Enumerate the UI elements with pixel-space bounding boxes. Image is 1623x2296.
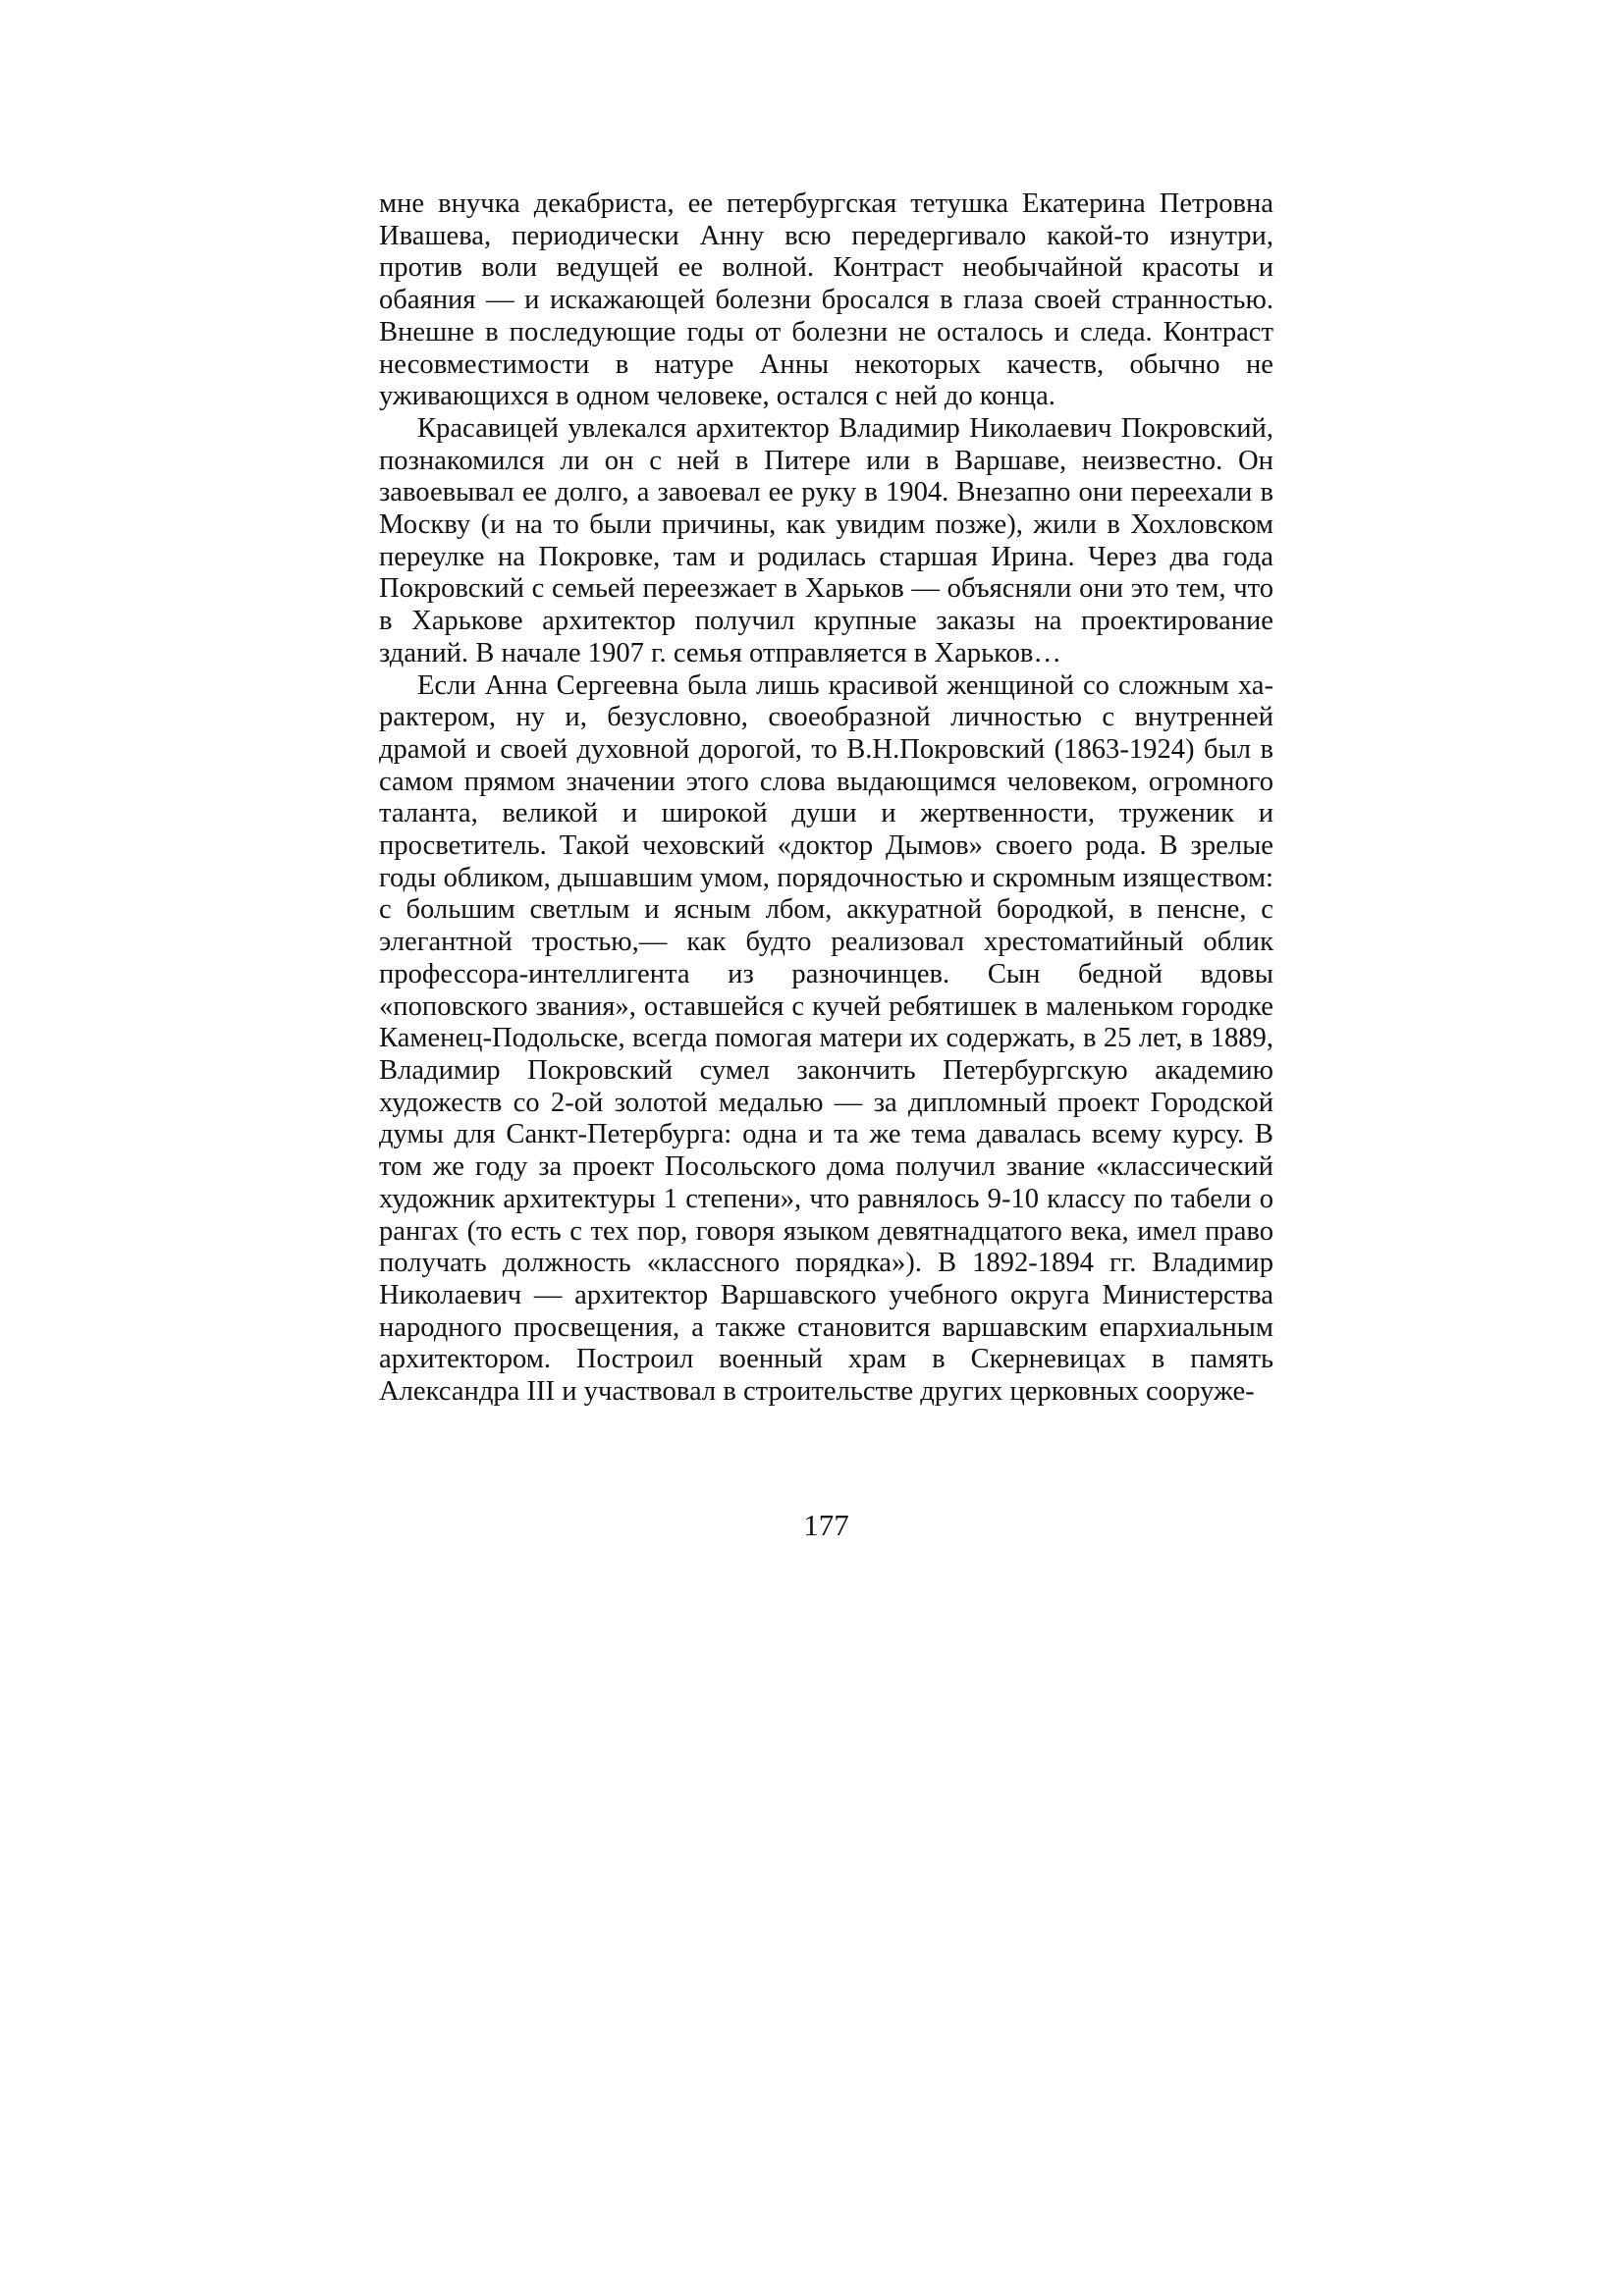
page-number: 177 — [803, 1508, 849, 1542]
paragraph-3: Если Анна Сергеевна была лишь красивой женщиной со сложным характером, ну и, безусловно, своеобразной личностью с внутренней драмой и своей духовной дорогой, то В.Н.Покровский (1863-1924) был в самом прямом значении этого слова выдающимся человеком, огромного таланта, великой и широкой души и жертвенности, труженик и просветитель. Такой чеховский «доктор Дымов» своего рода. В зрелые годы обликом, дышавшим умом, порядочностью и скромным изяществом: с большим светлым и ясным лбом, аккуратной бородкой, в пенсне, с элегантной тростью,— как будто реализовал хрестоматийный облик профессора-интеллигента из разночинцев. Сын бедной вдовы «поповского звания», оставшейся с кучей ребятишек в маленьком городке Каменец-Подольске, всегда помогая матери их содержать, в 25 лет, в 1889, Владимир Покровский сумел закончить Петербургскую академию художеств со 2-ой золотой медалью — за дипломный проект Городской думы для Санкт-Петербурга: одна и та же тема давалась всему курсу. В том же году за проект Посольского дома получил звание «классический художник архитектуры 1 степени», что равнялось 9-10 классу по табели о рангах (то есть с тех пор, говоря языком девятнадцатого века, имел право получать должность «классного порядка»). В 1892-1894 гг. Владимир Николаевич — архитектор Варшавского учебного округа Министерства народного просвещения, а также становится варшавским епархиальным архитектором. Построил военный храм в Скерневицах в память Александра III и участвовал в строительстве других церковных сооруже- — [379, 669, 1273, 1408]
paragraph-1: мне внучка декабриста, ее петербургская тетушка Екатерина Петровна Ивашева, периодически Анну всю передергивало какой-то изнутри, против воли ведущей ее волной. Контраст необычайной красоты и обаяния — и искажающей болезни бросался в глаза своей странностью. Внешне в последующие годы от болезни не осталось и следа. Контраст несовместимости в натуре Анны некоторых качеств, обычно не уживающихся в одном человеке, остался с ней до конца. — [379, 188, 1273, 412]
body-text — [379, 188, 1273, 1409]
paragraph-2: Красавицей увлекался архитектор Владимир Николаевич Покровский, познакомился ли он с ней в Питере или в Варшаве, неизвестно. Он завоевывал ее долго, а завоевал ее руку в 1904. Внезапно они переехали в Москву (и на то были причины, как увидим позже), жили в Хохловском переулке на Покровке, там и родилась старшая Ирина. Через два года Покровский с семьей переезжает в Харьков — объясняли они это тем, что в Харькове архитектор получил крупные заказы на проектирование зданий. В начале 1907 г. семья отправляется в Харьков… — [379, 412, 1273, 668]
